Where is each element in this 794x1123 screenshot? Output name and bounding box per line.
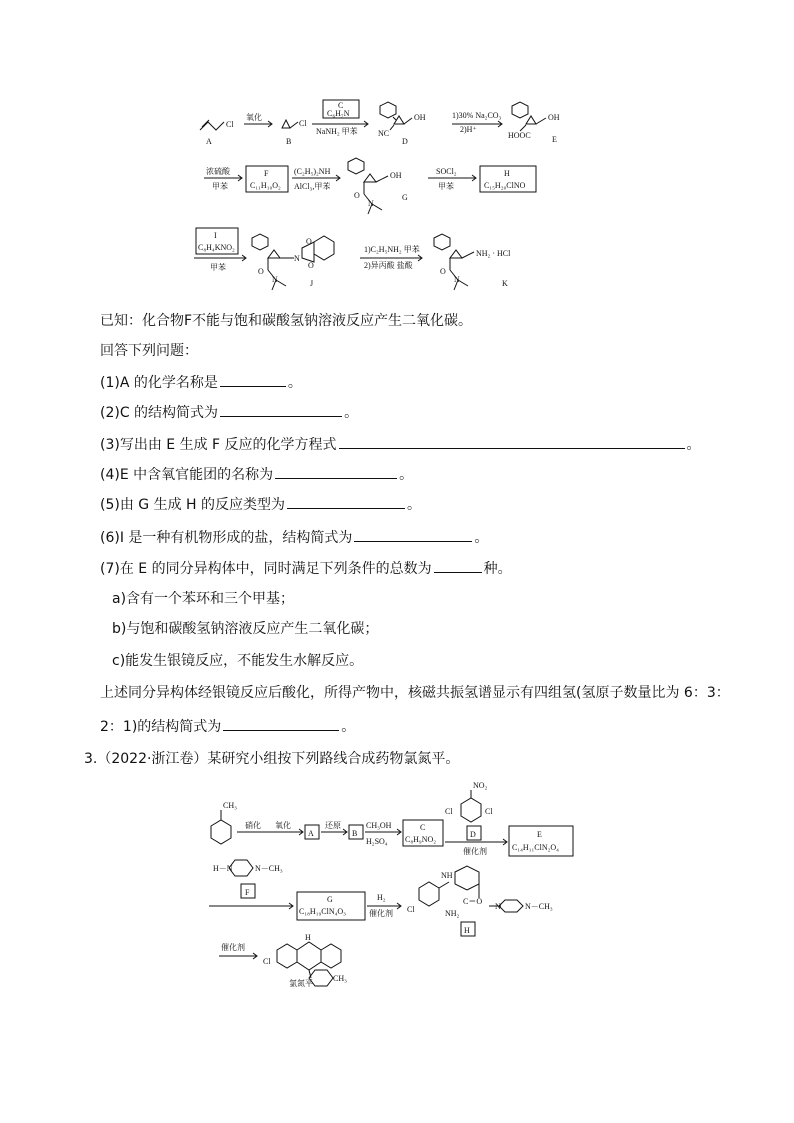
compound-label-e: E: [552, 135, 557, 144]
compound-label-i: I: [214, 231, 217, 240]
j-imide-oxygen-1: O: [306, 237, 312, 246]
catalyst-2: 催化剂: [369, 909, 393, 918]
intermediate-d: D: [470, 830, 476, 839]
clozapine-chlorine: Cl: [263, 957, 271, 966]
intermediate-b: B: [352, 829, 358, 838]
answer-blank-4[interactable]: [275, 464, 397, 479]
scheme-2-drawing: [205, 780, 615, 990]
question-6-end: 。: [474, 530, 489, 546]
c-formula-2: C₈H₉NO₂: [405, 835, 437, 844]
question-3-title: 3.（2022·浙江卷）某研究小组按下列路线合成药物氯氮平。: [84, 751, 460, 767]
compound-label-f: F: [264, 169, 269, 178]
reagent-ethylamine: 1)C₂H₅NH₂ 甲苯: [364, 245, 420, 254]
solvent-toluene-2: 甲苯: [438, 182, 454, 191]
answer-blank-7[interactable]: [434, 558, 482, 573]
question-4: [100, 464, 413, 484]
condition-c: c)能发生银镜反应，不能发生水解反应。: [112, 653, 364, 669]
intermediate-c: C: [420, 823, 426, 832]
question-1-text: (1)A 的化学名称是: [100, 375, 218, 391]
reagent-methanol: CH₃OH: [366, 821, 392, 830]
d-hydroxyl-label: OH: [414, 113, 426, 122]
a-chlorine-label: Cl: [226, 120, 234, 129]
h-carbonyl-label: C＝O: [463, 897, 483, 906]
solvent-toluene-3: 甲苯: [210, 263, 226, 272]
question-2-end: 。: [344, 405, 359, 421]
j-nitrogen-label: N: [272, 275, 278, 284]
question-2-text: (2)C 的结构简式为: [100, 405, 219, 421]
question-7: [100, 558, 512, 578]
e-carboxyl-label: HOOC: [508, 131, 531, 140]
answer-blank-3[interactable]: [339, 434, 685, 449]
intermediate-f: F: [245, 888, 250, 897]
scheme-1-drawing: [190, 92, 610, 302]
compound-label-b: B: [286, 137, 292, 146]
d-nitro-label: NO₂: [473, 781, 488, 790]
question-4-end: 。: [399, 467, 414, 483]
question-7-final-end: 。: [341, 719, 356, 735]
compound-label-a: A: [206, 137, 212, 146]
g-hydroxyl-label: OH: [390, 171, 402, 180]
i-formula: C₈H₄KNO₂: [198, 243, 235, 252]
question-2: [100, 402, 358, 422]
question-7-final-text: 2：1)的结构简式为: [100, 719, 222, 735]
reagent-conc-h2so4: 浓硫酸: [206, 167, 230, 176]
k-amine-salt-label: NH₂ · HCl: [476, 249, 511, 258]
reagent-hydrogen: H₂: [377, 893, 386, 902]
intermediate-a: A: [308, 829, 314, 838]
g-nitrogen-label: N: [368, 199, 374, 208]
reagent-oxidation: 氧化: [246, 113, 262, 122]
question-7-end: 种。: [483, 561, 512, 577]
k-nitrogen-label: N: [454, 275, 460, 284]
question-4-text: (4)E 中含氧官能团的名称为: [100, 467, 274, 483]
d-nitrile-label: NC: [378, 129, 390, 138]
e-hydroxyl-label: OH: [548, 113, 560, 122]
condition-b: b)与饱和碳酸氢钠溶液反应产生二氧化碳；: [112, 621, 379, 637]
d-chlorine-2: Cl: [485, 807, 493, 816]
question-7-text: (7)在 E 的同分异构体中，同时满足下列条件的总数为: [100, 561, 432, 577]
question-3-text: (3)写出由 E 生成 F 反应的化学方程式: [100, 437, 337, 453]
reagent-oxidation-2: 氧化: [275, 821, 291, 830]
compound-label-d: D: [402, 137, 408, 146]
question-5-text: (5)由 G 生成 H 的反应类型为: [100, 497, 286, 513]
toluene-methyl-label: CH₃: [223, 801, 237, 810]
solvent-toluene-1: 甲苯: [212, 182, 228, 191]
b-chlorine-label: Cl: [299, 119, 307, 128]
compound-label-g: G: [402, 193, 408, 202]
question-6: [100, 527, 488, 547]
compound-label-j: J: [310, 279, 314, 288]
h-nmethyl-label: N－CH₃: [525, 902, 553, 911]
question-1-end: 。: [287, 375, 302, 391]
j-imide-oxygen-2: O: [308, 261, 314, 270]
h-amide-nitrogen: N: [495, 902, 501, 911]
reagent-na2co3: 1)30% Na₂CO₃: [452, 111, 502, 120]
k-oxygen-label: O: [440, 267, 446, 276]
j-imide-nitrogen: N: [294, 254, 300, 263]
reagent-alcl3: AlCl₃,甲苯: [294, 182, 331, 191]
known-condition: 已知：化合物F不能与饱和碳酸氢钠溶液反应产生二氧化碳。: [100, 313, 473, 329]
question-3-end: 。: [686, 437, 701, 453]
reagent-sulfuric-acid: H₂SO₄: [366, 837, 388, 846]
answer-blank-6[interactable]: [354, 527, 472, 542]
compound-label-h: H: [504, 169, 510, 178]
question-6-text: (6)I 是一种有机物形成的盐，结构简式为: [100, 530, 353, 546]
f-nh-label: H－N: [213, 864, 233, 873]
answer-prompt: 回答下列问题：: [100, 343, 198, 359]
reagent-acid: 2)H⁺: [460, 125, 477, 134]
clozapine-methyl: CH₃: [333, 974, 347, 983]
c-formula: C₆H₇N: [327, 109, 350, 118]
g-formula: C₁₈H₁₉ClN₄O₃: [299, 907, 346, 916]
reagent-diethylamine: (C₂H₅)₂NH: [294, 167, 331, 176]
answer-blank-1[interactable]: [220, 372, 286, 387]
f-nmethyl-label: N－CH₃: [255, 864, 283, 873]
question-3: [100, 434, 701, 454]
product-clozapine-label: 氯氮平: [289, 979, 313, 988]
reagent-nitration: 硝化: [245, 821, 261, 830]
answer-blank-5[interactable]: [287, 494, 405, 509]
intermediate-e: E: [537, 830, 542, 839]
catalyst-1: 催化剂: [463, 847, 487, 856]
compound-label-k: K: [502, 279, 508, 288]
scheme-2: [205, 780, 615, 990]
answer-blank-2[interactable]: [220, 402, 342, 417]
d-chlorine-1: Cl: [445, 807, 453, 816]
reagent-hcl: 2)异丙酸 盐酸: [364, 261, 413, 270]
question-5: [100, 494, 421, 514]
question-7-final: [100, 716, 355, 736]
h-amino-label: NH₂: [445, 909, 460, 918]
clozapine-h-label: H: [305, 933, 311, 942]
question-1: [100, 372, 302, 392]
compound-label-c: C: [338, 101, 344, 110]
g-oxygen-label: O: [354, 191, 360, 200]
intermediate-h: H: [464, 926, 470, 935]
catalyst-3: 催化剂: [221, 943, 245, 952]
h-formula: C₁₅H₂₀ClNO: [484, 181, 526, 190]
reagent-nanh2: NaNH₂ 甲苯: [316, 127, 358, 136]
reagent-reduction: 还原: [325, 821, 341, 830]
j-oxygen-label: O: [258, 267, 264, 276]
scheme-1: [190, 92, 610, 302]
e-formula: C₁₄H₁₁ClN₂O₄: [512, 843, 559, 852]
question-7-continuation: 上述同分异构体经银镜反应后酸化，所得产物中，核磁共振氢谱显示有四组氢(氢原子数量比为 6：3：: [100, 685, 730, 701]
reagent-socl2: SOCl₂: [436, 167, 457, 176]
intermediate-g: G: [327, 895, 333, 904]
f-formula: C₁₁H₁₀O₂: [250, 181, 281, 190]
question-5-end: 。: [407, 497, 422, 513]
h-nh-label: NH: [441, 871, 453, 880]
h-chlorine-label: Cl: [407, 905, 415, 914]
answer-blank-8[interactable]: [223, 716, 339, 731]
condition-a: a)含有一个苯环和三个甲基；: [112, 591, 295, 607]
